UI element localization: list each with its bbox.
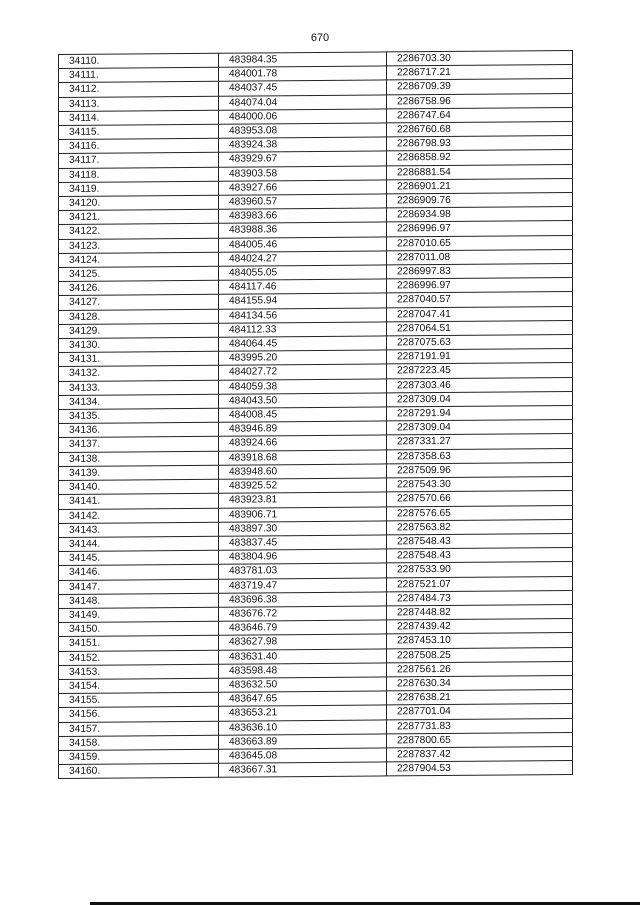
point-id-cell: 34160. bbox=[59, 763, 219, 778]
point-id-cell: 34134. bbox=[59, 394, 219, 409]
y-coordinate-cell: 2287010.65 bbox=[387, 235, 573, 251]
y-coordinate-cell: 2286996.97 bbox=[387, 278, 573, 294]
y-coordinate-cell: 2287508.25 bbox=[387, 647, 573, 663]
point-id-cell: 34132. bbox=[59, 366, 219, 381]
y-coordinate-cell: 2286881.54 bbox=[387, 164, 573, 180]
x-coordinate-cell: 483960.57 bbox=[219, 194, 387, 210]
y-coordinate-cell: 2287630.34 bbox=[387, 675, 573, 691]
x-coordinate-cell: 483929.67 bbox=[219, 151, 387, 167]
page-number: 670 bbox=[310, 32, 330, 44]
x-coordinate-cell: 483983.66 bbox=[219, 208, 387, 224]
y-coordinate-cell: 2287548.43 bbox=[387, 548, 573, 564]
x-coordinate-cell: 483906.71 bbox=[219, 506, 387, 522]
x-coordinate-cell: 483918.68 bbox=[219, 450, 387, 466]
point-id-cell: 34141. bbox=[59, 494, 219, 509]
y-coordinate-cell: 2286760.68 bbox=[387, 121, 573, 137]
point-id-cell: 34115. bbox=[59, 124, 219, 139]
x-coordinate-cell: 484112.33 bbox=[219, 322, 387, 338]
point-id-cell: 34124. bbox=[59, 252, 219, 267]
point-id-cell: 34145. bbox=[59, 550, 219, 565]
x-coordinate-cell: 484059.38 bbox=[219, 379, 387, 395]
x-coordinate-cell: 483988.36 bbox=[219, 222, 387, 238]
y-coordinate-cell: 2287837.42 bbox=[387, 746, 573, 762]
x-coordinate-cell: 484000.06 bbox=[219, 109, 387, 125]
y-coordinate-cell: 2287904.53 bbox=[387, 761, 573, 777]
y-coordinate-cell: 2287576.65 bbox=[387, 505, 573, 521]
x-coordinate-cell: 483598.48 bbox=[219, 663, 387, 679]
point-id-cell: 34144. bbox=[59, 536, 219, 551]
x-coordinate-cell: 483653.21 bbox=[219, 705, 387, 721]
x-coordinate-cell: 484043.50 bbox=[219, 393, 387, 409]
point-id-cell: 34117. bbox=[59, 153, 219, 168]
point-id-cell: 34116. bbox=[59, 138, 219, 153]
x-coordinate-cell: 483924.66 bbox=[219, 435, 387, 451]
x-coordinate-cell: 483903.58 bbox=[219, 166, 387, 182]
point-id-cell: 34148. bbox=[59, 593, 219, 608]
y-coordinate-cell: 2287638.21 bbox=[387, 690, 573, 706]
x-coordinate-cell: 483995.20 bbox=[219, 350, 387, 366]
y-coordinate-cell: 2287448.82 bbox=[387, 604, 573, 620]
x-coordinate-cell: 484117.46 bbox=[219, 279, 387, 295]
point-id-cell: 34150. bbox=[59, 621, 219, 636]
point-id-cell: 34130. bbox=[59, 337, 219, 352]
coordinates-table-container bbox=[58, 50, 572, 779]
x-coordinate-cell: 484064.45 bbox=[219, 336, 387, 352]
x-coordinate-cell: 483923.81 bbox=[219, 492, 387, 508]
y-coordinate-cell: 2287047.41 bbox=[387, 306, 573, 322]
x-coordinate-cell: 484005.46 bbox=[219, 237, 387, 253]
point-id-cell: 34125. bbox=[59, 266, 219, 281]
x-coordinate-cell: 483647.65 bbox=[219, 691, 387, 707]
x-coordinate-cell: 483719.47 bbox=[219, 577, 387, 593]
x-coordinate-cell: 483948.60 bbox=[219, 464, 387, 480]
y-coordinate-cell: 2286997.83 bbox=[387, 264, 573, 280]
point-id-cell: 34142. bbox=[59, 508, 219, 523]
point-id-cell: 34131. bbox=[59, 352, 219, 367]
y-coordinate-cell: 2286717.21 bbox=[387, 65, 573, 81]
x-coordinate-cell: 483804.96 bbox=[219, 549, 387, 565]
point-id-cell: 34123. bbox=[59, 238, 219, 253]
y-coordinate-cell: 2287563.82 bbox=[387, 519, 573, 535]
point-id-cell: 34121. bbox=[59, 209, 219, 224]
y-coordinate-cell: 2286709.39 bbox=[387, 79, 573, 95]
y-coordinate-cell: 2287191.91 bbox=[387, 349, 573, 365]
x-coordinate-cell: 483984.35 bbox=[219, 52, 387, 68]
point-id-cell: 34136. bbox=[59, 423, 219, 438]
point-id-cell: 34156. bbox=[59, 707, 219, 722]
point-id-cell: 34127. bbox=[59, 295, 219, 310]
point-id-cell: 34135. bbox=[59, 408, 219, 423]
y-coordinate-cell: 2286747.64 bbox=[387, 107, 573, 123]
point-id-cell: 34153. bbox=[59, 664, 219, 679]
point-id-cell: 34128. bbox=[59, 309, 219, 324]
y-coordinate-cell: 2287570.66 bbox=[387, 491, 573, 507]
x-coordinate-cell: 483781.03 bbox=[219, 563, 387, 579]
x-coordinate-cell: 483897.30 bbox=[219, 521, 387, 537]
point-id-cell: 34149. bbox=[59, 607, 219, 622]
point-id-cell: 34113. bbox=[59, 96, 219, 111]
y-coordinate-cell: 2287075.63 bbox=[387, 335, 573, 351]
x-coordinate-cell: 484155.94 bbox=[219, 293, 387, 309]
y-coordinate-cell: 2287453.10 bbox=[387, 633, 573, 649]
y-coordinate-cell: 2286901.21 bbox=[387, 178, 573, 194]
y-coordinate-cell: 2286996.97 bbox=[387, 221, 573, 237]
x-coordinate-cell: 484024.27 bbox=[219, 251, 387, 267]
point-id-cell: 34151. bbox=[59, 636, 219, 651]
point-id-cell: 34110. bbox=[59, 53, 219, 68]
y-coordinate-cell: 2286858.92 bbox=[387, 150, 573, 166]
point-id-cell: 34158. bbox=[59, 735, 219, 750]
point-id-cell: 34120. bbox=[59, 195, 219, 210]
y-coordinate-cell: 2286934.98 bbox=[387, 207, 573, 223]
x-coordinate-cell: 483696.38 bbox=[219, 592, 387, 608]
x-coordinate-cell: 483925.52 bbox=[219, 478, 387, 494]
point-id-cell: 34119. bbox=[59, 181, 219, 196]
point-id-cell: 34122. bbox=[59, 224, 219, 239]
point-id-cell: 34129. bbox=[59, 323, 219, 338]
point-id-cell: 34143. bbox=[59, 522, 219, 537]
y-coordinate-cell: 2287358.63 bbox=[387, 448, 573, 464]
point-id-cell: 34139. bbox=[59, 465, 219, 480]
x-coordinate-cell: 484001.78 bbox=[219, 66, 387, 82]
point-id-cell: 34155. bbox=[59, 692, 219, 707]
x-coordinate-cell: 483627.98 bbox=[219, 634, 387, 650]
x-coordinate-cell: 483837.45 bbox=[219, 535, 387, 551]
x-coordinate-cell: 483663.89 bbox=[219, 734, 387, 750]
y-coordinate-cell: 2286798.93 bbox=[387, 136, 573, 152]
table-row bbox=[59, 761, 573, 779]
point-id-cell: 34126. bbox=[59, 280, 219, 295]
coordinates-table-body bbox=[59, 50, 573, 778]
point-id-cell: 34152. bbox=[59, 650, 219, 665]
x-coordinate-cell: 484037.45 bbox=[219, 80, 387, 96]
x-coordinate-cell: 483636.10 bbox=[219, 719, 387, 735]
point-id-cell: 34159. bbox=[59, 749, 219, 764]
point-id-cell: 34154. bbox=[59, 678, 219, 693]
y-coordinate-cell: 2287040.57 bbox=[387, 292, 573, 308]
point-id-cell: 34138. bbox=[59, 451, 219, 466]
y-coordinate-cell: 2286703.30 bbox=[387, 50, 573, 66]
point-id-cell: 34114. bbox=[59, 110, 219, 125]
y-coordinate-cell: 2287064.51 bbox=[387, 320, 573, 336]
x-coordinate-cell: 483927.66 bbox=[219, 180, 387, 196]
point-id-cell: 34112. bbox=[59, 82, 219, 97]
x-coordinate-cell: 483924.38 bbox=[219, 137, 387, 153]
point-id-cell: 34133. bbox=[59, 380, 219, 395]
x-coordinate-cell: 483953.08 bbox=[219, 123, 387, 139]
y-coordinate-cell: 2287484.73 bbox=[387, 590, 573, 606]
y-coordinate-cell: 2287309.04 bbox=[387, 420, 573, 436]
point-id-cell: 34118. bbox=[59, 167, 219, 182]
y-coordinate-cell: 2287561.26 bbox=[387, 661, 573, 677]
x-coordinate-cell: 483632.50 bbox=[219, 677, 387, 693]
point-id-cell: 34140. bbox=[59, 479, 219, 494]
y-coordinate-cell: 2287701.04 bbox=[387, 704, 573, 720]
y-coordinate-cell: 2286909.76 bbox=[387, 192, 573, 208]
point-id-cell: 34137. bbox=[59, 437, 219, 452]
y-coordinate-cell: 2287309.04 bbox=[387, 391, 573, 407]
x-coordinate-cell: 483646.79 bbox=[219, 620, 387, 636]
x-coordinate-cell: 484008.45 bbox=[219, 407, 387, 423]
y-coordinate-cell: 2287800.65 bbox=[387, 732, 573, 748]
y-coordinate-cell: 2287291.94 bbox=[387, 406, 573, 422]
point-id-cell: 34146. bbox=[59, 565, 219, 580]
y-coordinate-cell: 2287509.96 bbox=[387, 462, 573, 478]
x-coordinate-cell: 483645.08 bbox=[219, 748, 387, 764]
x-coordinate-cell: 483676.72 bbox=[219, 606, 387, 622]
x-coordinate-cell: 484134.56 bbox=[219, 308, 387, 324]
y-coordinate-cell: 2287331.27 bbox=[387, 434, 573, 450]
y-coordinate-cell: 2286758.96 bbox=[387, 93, 573, 109]
x-coordinate-cell: 483946.89 bbox=[219, 421, 387, 437]
point-id-cell: 34147. bbox=[59, 579, 219, 594]
x-coordinate-cell: 484074.04 bbox=[219, 95, 387, 111]
y-coordinate-cell: 2287543.30 bbox=[387, 477, 573, 493]
x-coordinate-cell: 484027.72 bbox=[219, 364, 387, 380]
coordinates-table bbox=[58, 50, 573, 779]
y-coordinate-cell: 2287011.08 bbox=[387, 249, 573, 265]
y-coordinate-cell: 2287731.83 bbox=[387, 718, 573, 734]
point-id-cell: 34111. bbox=[59, 67, 219, 82]
point-id-cell: 34157. bbox=[59, 721, 219, 736]
x-coordinate-cell: 483631.40 bbox=[219, 648, 387, 664]
y-coordinate-cell: 2287303.46 bbox=[387, 377, 573, 393]
y-coordinate-cell: 2287439.42 bbox=[387, 619, 573, 635]
x-coordinate-cell: 483667.31 bbox=[219, 762, 387, 778]
x-coordinate-cell: 484055.05 bbox=[219, 265, 387, 281]
y-coordinate-cell: 2287521.07 bbox=[387, 576, 573, 592]
y-coordinate-cell: 2287533.90 bbox=[387, 562, 573, 578]
y-coordinate-cell: 2287548.43 bbox=[387, 533, 573, 549]
y-coordinate-cell: 2287223.45 bbox=[387, 363, 573, 379]
